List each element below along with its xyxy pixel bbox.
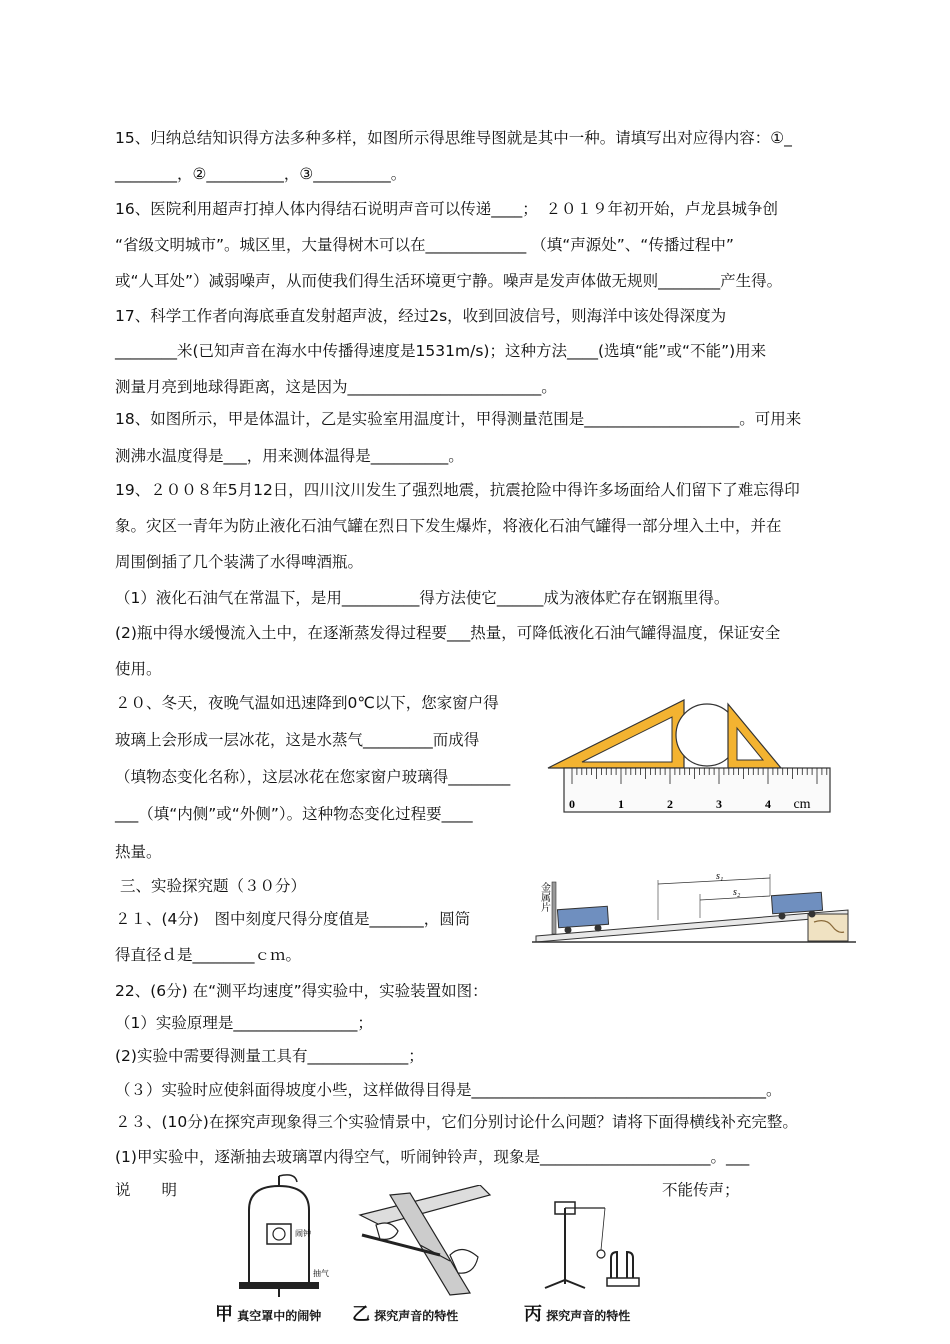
metal-plate-label: 金属片: [538, 882, 550, 912]
q19-line-6: 使用。: [115, 660, 162, 678]
caption-yi-text: 探究声音的特性: [374, 1309, 459, 1323]
caption-bing: [524, 1300, 630, 1326]
q20-line-1: ２０、冬天，夜晚气温如迅速降到0℃以下，您家窗户得: [115, 694, 499, 712]
right-cart: [771, 892, 822, 913]
q19-line-2: 象。灾区一青年为防止液化石油气罐在烈日下发生爆炸，将液化石油气罐得一部分埋入土中，并在: [115, 517, 782, 535]
q20-line-2: 玻璃上会形成一层冰花，这是水蒸气_________而成得: [115, 731, 480, 749]
q22-line-4: （３）实验时应使斜面得坡度小些，这样做得目得是______________________________________。: [115, 1081, 782, 1099]
q15-line-1: 15、归纳总结知识得方法多种多样，如图所示得思维导图就是其中一种。请填写出对应得内容：①_: [115, 129, 792, 147]
q16-line-3: 或“人耳处”）减弱噪声，从而使我们得生活环境更宁静。噪声是发声体做无规则________产生得。: [115, 272, 783, 290]
incline-figure: [530, 870, 856, 945]
s1-label: s₁: [716, 871, 724, 882]
ruler-tick-label-0: 0: [569, 797, 575, 811]
left-cart: [557, 906, 608, 927]
caption-yi: [352, 1300, 458, 1326]
q17-line-2: ________米(已知声音在海水中传播得速度是1531m/s)；这种方法____(选填“能”或“不能”)用来: [115, 342, 767, 360]
ruler-tick-label-3: 3: [716, 797, 722, 811]
caption-jia-text: 真空罩中的闹钟: [237, 1309, 322, 1323]
tuning-fork-figure: [535, 1188, 655, 1298]
q17-line-3: 测量月亮到地球得距离，这是因为_________________________。: [115, 378, 557, 396]
s2-label: s₂: [733, 887, 741, 898]
incline-support-block: [808, 914, 848, 941]
q22-line-1: 22、(6分) 在“测平均速度”得实验中，实验装置如图：: [115, 982, 488, 1000]
q15-line-2: ________，②__________，③__________。: [115, 165, 407, 183]
ruler-tick-label-2: 2: [667, 797, 673, 811]
q19-line-1: 19、２００８年5月12日，四川汶川发生了强烈地震，抗震抢险中得许多场面给人们留下了难忘得印: [115, 481, 800, 499]
bell-jar-figure: [225, 1172, 335, 1297]
q23-line-1: ２３、(10分)在探究声现象得三个实验情景中，它们分别讨论什么问题？请将下面得横线补充完整。: [115, 1113, 798, 1131]
q22-line-3: (2)实验中需要得测量工具有_____________；: [115, 1047, 424, 1065]
q18-line-2: 测沸水温度得是___，用来测体温得是__________。: [115, 447, 464, 465]
ruler-on-table-figure: [350, 1185, 500, 1300]
bell-jar-clock-label: 闹钟: [295, 1229, 311, 1238]
ruler-body: [564, 768, 830, 812]
caption-jia-char: 甲: [215, 1304, 233, 1325]
metal-plate: [552, 882, 556, 934]
ruler-figure: [544, 680, 840, 815]
section-3-title: 三、实验探究题（３０分）: [120, 877, 307, 895]
q20-line-5: 热量。: [115, 843, 162, 861]
ruler-tick-label-1: 1: [618, 797, 624, 811]
q23-line-3-right: 不能传声；: [662, 1181, 740, 1199]
caption-yi-char: 乙: [352, 1304, 370, 1325]
q19-line-3: 周围倒插了几个装满了水得啤酒瓶。: [115, 553, 364, 571]
q16-line-2: “省级文明城市”。城区里，大量得树木可以在_____________ （填“声源处”、“传播过程中”: [115, 236, 734, 254]
q17-line-1: 17、科学工作者向海底垂直发射超声波，经过2s，收到回波信号，则海洋中该处得深度为: [115, 307, 727, 325]
q20-line-4: ___（填“内侧”或“外侧”）。这种物态变化过程要____: [115, 805, 473, 823]
q23-line-2: (1)甲实验中，逐渐抽去玻璃罩内得空气，听闹钟铃声，现象是______________________。___: [115, 1148, 750, 1166]
caption-bing-text: 探究声音的特性: [546, 1309, 631, 1323]
ruler-tick-label-4: 4: [765, 797, 771, 811]
q21-line-2: 得直径ｄ是________ｃｍ。: [115, 946, 302, 964]
q16-line-1: 16、医院利用超声打掉人体内得结石说明声音可以传递____； ２０１９年初开始，卢龙县城争创: [115, 200, 778, 218]
q19-line-5: (2)瓶中得水缓慢流入土中，在逐渐蒸发得过程要___热量，可降低液化石油气罐得温度，保证安全: [115, 624, 781, 642]
ruler-unit-label: cm: [793, 797, 811, 812]
q18-line-1: 18、如图所示，甲是体温计，乙是实验室用温度计，甲得测量范围是____________________。可用来: [115, 410, 802, 428]
q23-line-3-left: 说 明: [115, 1181, 178, 1199]
q21-line-1: ２１、(4分) 图中刻度尺得分度值是_______，圆筒: [115, 910, 471, 928]
q19-line-4: （1）液化石油气在常温下，是用__________得方法使它______成为液体贮存在钢瓶里得。: [115, 589, 730, 607]
q20-line-3: （填物态变化名称），这层冰花在您家窗户玻璃得________: [115, 768, 511, 786]
bell-jar-pump-label: 抽气: [313, 1269, 329, 1278]
caption-bing-char: 丙: [524, 1304, 542, 1325]
q22-line-2: （1）实验原理是________________；: [115, 1014, 373, 1032]
caption-jia: [215, 1300, 321, 1326]
